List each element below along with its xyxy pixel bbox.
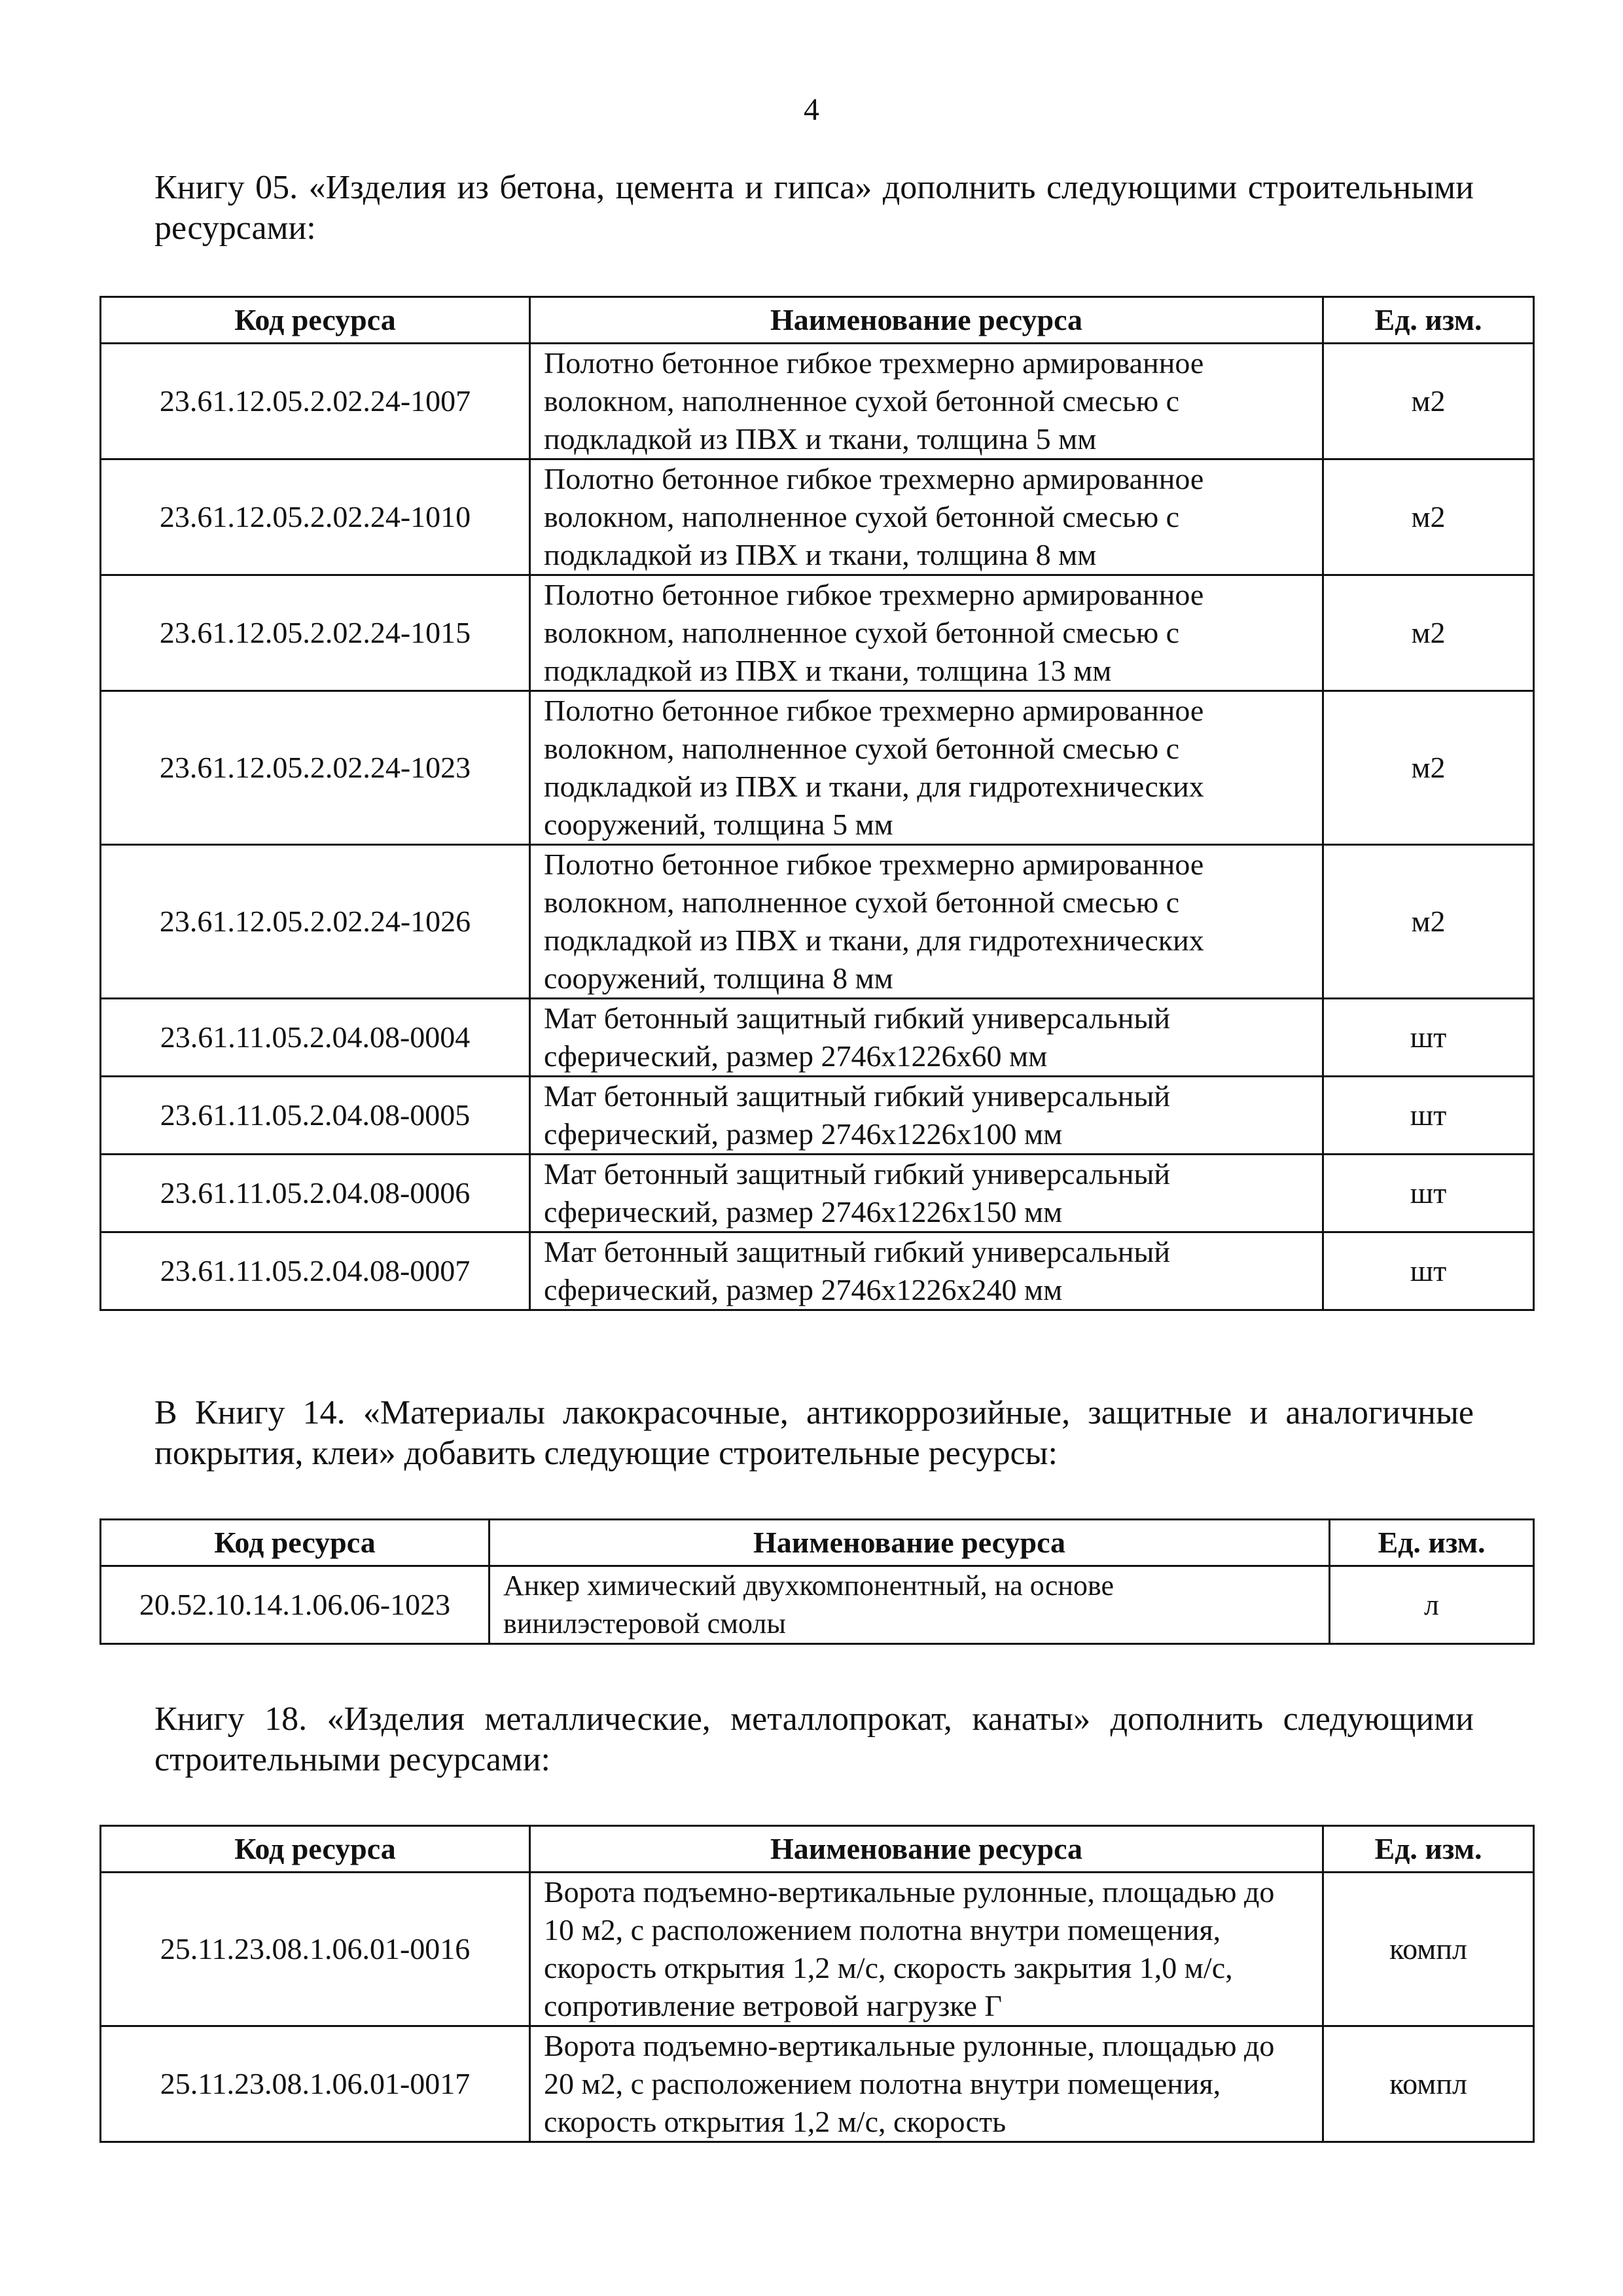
resource-unit: м2 — [1323, 845, 1534, 999]
resource-name: Полотно бетонное гибкое трехмерно армированное волокном, наполненное сухой бетонной смесью с подкладкой из ПВХ и ткани, для гидротехнических сооружений, толщина 5 мм — [530, 691, 1323, 845]
resource-unit: шт — [1323, 999, 1534, 1077]
resource-name: Мат бетонный защитный гибкий универсальный сферический, размер 2746х1226х100 мм — [530, 1077, 1323, 1155]
table-row — [101, 691, 1534, 845]
resource-code: 23.61.12.05.2.02.24-1023 — [101, 691, 530, 845]
resource-code: 23.61.11.05.2.04.08-0006 — [101, 1155, 530, 1232]
header-name: Наименование ресурса — [530, 297, 1323, 344]
table-row — [101, 999, 1534, 1077]
resource-code: 23.61.12.05.2.02.24-1007 — [101, 344, 530, 459]
resource-name: Мат бетонный защитный гибкий универсальный сферический, размер 2746х1226х60 мм — [530, 999, 1323, 1077]
table-row — [101, 2026, 1534, 2142]
header-code: Код ресурса — [101, 1826, 530, 1873]
header-unit: Ед. изм. — [1330, 1520, 1534, 1566]
resource-code: 23.61.12.05.2.02.24-1010 — [101, 459, 530, 575]
table-row — [101, 1232, 1534, 1310]
resource-code: 23.61.11.05.2.04.08-0004 — [101, 999, 530, 1077]
table-header-row — [101, 1520, 1534, 1566]
resource-name: Мат бетонный защитный гибкий универсальный сферический, размер 2746х1226х240 мм — [530, 1232, 1323, 1310]
header-unit: Ед. изм. — [1323, 297, 1534, 344]
resource-unit: м2 — [1323, 344, 1534, 459]
table-header-row — [101, 1826, 1534, 1873]
resource-code: 20.52.10.14.1.06.06-1023 — [101, 1566, 490, 1644]
header-name: Наименование ресурса — [490, 1520, 1330, 1566]
resource-name: Полотно бетонное гибкое трехмерно армированное волокном, наполненное сухой бетонной смесью с подкладкой из ПВХ и ткани, толщина 8 мм — [530, 459, 1323, 575]
table-row — [101, 1873, 1534, 2026]
section-intro-book-18: Книгу 18. «Изделия металлические, металлопрокат, канаты» дополнить следующими строительными ресурсами: — [154, 1700, 1474, 1778]
table-row — [101, 1566, 1534, 1644]
resource-unit: компл — [1323, 1873, 1534, 2026]
resource-table-book-14 — [99, 1518, 1535, 1645]
resource-table-book-05 — [99, 296, 1535, 1311]
table-row — [101, 845, 1534, 999]
resource-code: 25.11.23.08.1.06.01-0017 — [101, 2026, 530, 2142]
resource-name: Мат бетонный защитный гибкий универсальный сферический, размер 2746х1226х150 мм — [530, 1155, 1323, 1232]
resource-unit: шт — [1323, 1232, 1534, 1310]
page-number: 4 — [804, 92, 819, 127]
table-row — [101, 575, 1534, 691]
resource-name: Полотно бетонное гибкое трехмерно армированное волокном, наполненное сухой бетонной смесью с подкладкой из ПВХ и ткани, толщина 13 мм — [530, 575, 1323, 691]
section-intro-book-05: Книгу 05. «Изделия из бетона, цемента и гипса» дополнить следующими строительными ресурсами: — [154, 169, 1474, 247]
resource-unit: шт — [1323, 1155, 1534, 1232]
resource-name: Полотно бетонное гибкое трехмерно армированное волокном, наполненное сухой бетонной смесью с подкладкой из ПВХ и ткани, толщина 5 мм — [530, 344, 1323, 459]
section-intro-book-14: В Книгу 14. «Материалы лакокрасочные, антикоррозийные, защитные и аналогичные покрытия, клеи» добавить следующие строительные ресурсы: — [154, 1394, 1474, 1472]
resource-unit: шт — [1323, 1077, 1534, 1155]
resource-code: 23.61.12.05.2.02.24-1015 — [101, 575, 530, 691]
resource-code: 25.11.23.08.1.06.01-0016 — [101, 1873, 530, 2026]
resource-unit: л — [1330, 1566, 1534, 1644]
resource-name: Ворота подъемно-вертикальные рулонные, площадью до 20 м2, с расположением полотна внутри помещения, скорость открытия 1,2 м/с, скорость — [530, 2026, 1323, 2142]
resource-unit: компл — [1323, 2026, 1534, 2142]
table-row — [101, 344, 1534, 459]
table-row — [101, 1155, 1534, 1232]
resource-name: Анкер химический двухкомпонентный, на основе винилэстеровой смолы — [490, 1566, 1330, 1644]
resource-unit: м2 — [1323, 459, 1534, 575]
table-row — [101, 1077, 1534, 1155]
resource-code: 23.61.11.05.2.04.08-0007 — [101, 1232, 530, 1310]
resource-unit: м2 — [1323, 575, 1534, 691]
resource-name: Полотно бетонное гибкое трехмерно армированное волокном, наполненное сухой бетонной смесью с подкладкой из ПВХ и ткани, для гидротехнических сооружений, толщина 8 мм — [530, 845, 1323, 999]
resource-table-book-18 — [99, 1825, 1535, 2143]
header-code: Код ресурса — [101, 1520, 490, 1566]
table-row — [101, 459, 1534, 575]
header-name: Наименование ресурса — [530, 1826, 1323, 1873]
resource-name: Ворота подъемно-вертикальные рулонные, площадью до 10 м2, с расположением полотна внутри помещения, скорость открытия 1,2 м/с, скорость закрытия 1,0 м/с, сопротивление ветровой нагрузке Г — [530, 1873, 1323, 2026]
header-code: Код ресурса — [101, 297, 530, 344]
table-header-row — [101, 297, 1534, 344]
header-unit: Ед. изм. — [1323, 1826, 1534, 1873]
resource-unit: м2 — [1323, 691, 1534, 845]
resource-code: 23.61.12.05.2.02.24-1026 — [101, 845, 530, 999]
resource-code: 23.61.11.05.2.04.08-0005 — [101, 1077, 530, 1155]
